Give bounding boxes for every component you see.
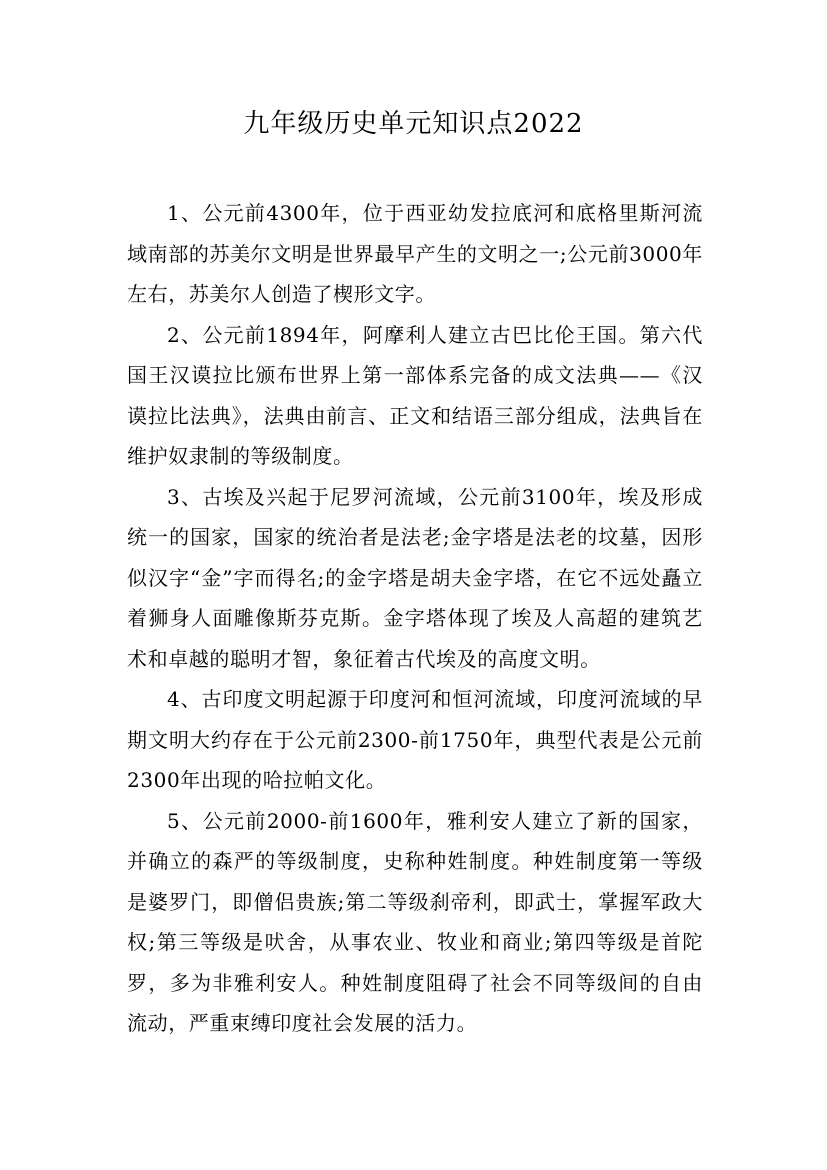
paragraph-4: 4、古印度文明起源于印度河和恒河流域，印度河流域的早期文明大约存在于公元前2300-前1750年，典型代表是公元前2300年出现的哈拉帕文化。	[127, 687, 703, 792]
paragraph-2: 2、公元前1894年，阿摩利人建立古巴比伦王国。第六代国王汉谟拉比颁布世界上第一部体系完备的成文法典——《汉谟拉比法典》，法典由前言、正文和结语三部分组成，法典旨在维护奴隶制的等级制度。	[127, 322, 703, 468]
document-title: 九年级历史单元知识点2022	[243, 109, 584, 139]
paragraph-1: 1、公元前4300年，位于西亚幼发拉底河和底格里斯河流域南部的苏美尔文明是世界最早产生的文明之一;公元前3000年左右，苏美尔人创造了楔形文字。	[127, 201, 703, 306]
paragraph-3: 3、古埃及兴起于尼罗河流域，公元前3100年，埃及形成统一的国家，国家的统治者是法老;金字塔是法老的坟墓，因形似汉字“金”字而得名;的金字塔是胡夫金字塔，在它不远处矗立着狮身人面雕像斯芬克斯。金字塔体现了埃及人高超的建筑艺术和卓越的聪明才智，象征着古代埃及的高度文明。	[127, 484, 703, 671]
paragraph-5: 5、公元前2000-前1600年，雅利安人建立了新的国家，并确立的森严的等级制度，史称种姓制度。种姓制度第一等级是婆罗门，即僧侣贵族;第二等级刹帝利，即武士，掌握军政大权;第三等级是吠舍，从事农业、牧业和商业;第四等级是首陀罗，多为非雅利安人。种姓制度阻碍了社会不同等级间的自由流动，严重束缚印度社会发展的活力。	[127, 808, 703, 1035]
document-body	[127, 193, 703, 1044]
